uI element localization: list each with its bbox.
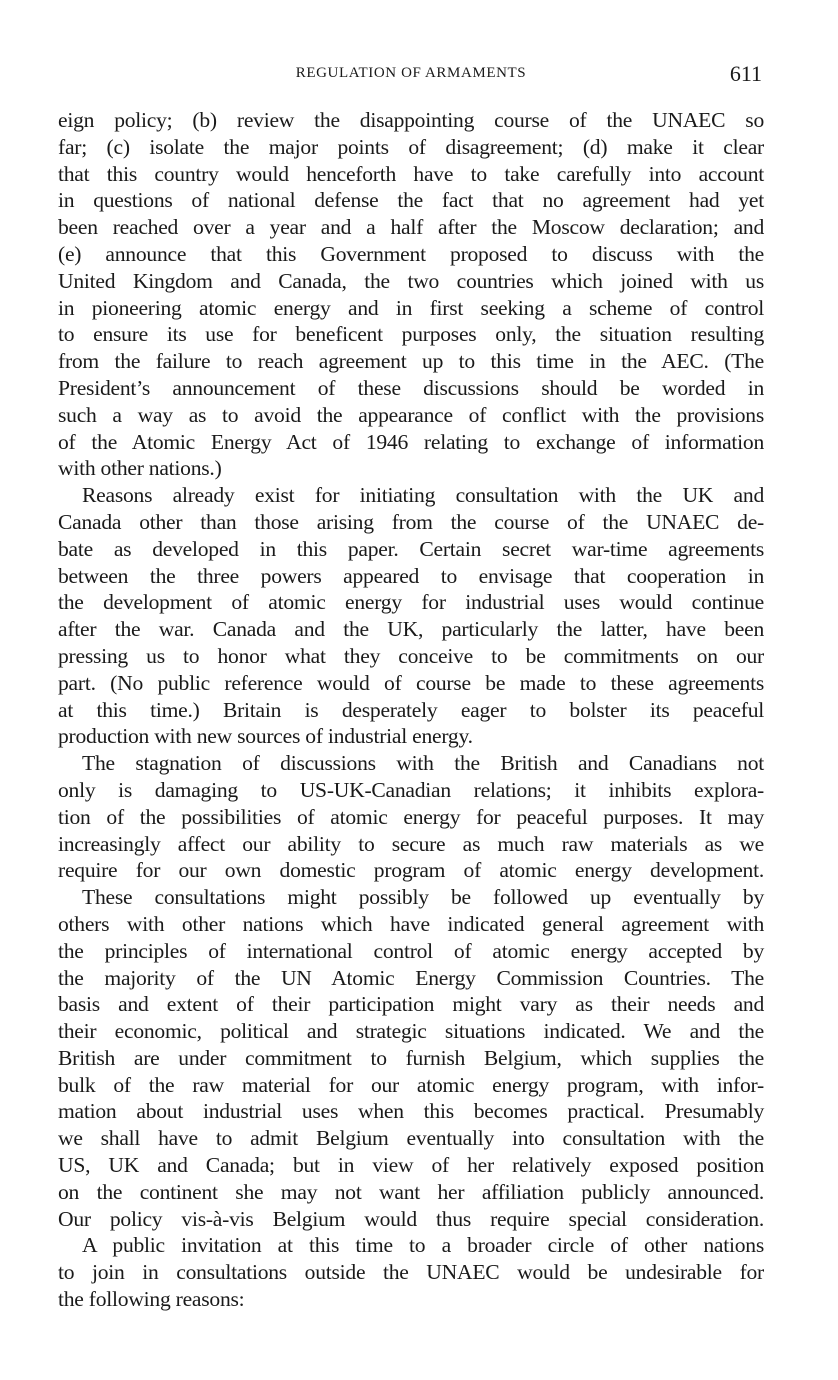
text-line: after the war. Canada and the UK, particularly the latter, have been	[58, 617, 764, 642]
text-line: we shall have to admit Belgium eventually into consultation with the	[58, 1126, 764, 1151]
running-title: REGULATION OF ARMAMENTS	[295, 65, 527, 81]
text-line: bate as developed in this paper. Certain secret war-time agreements	[58, 536, 764, 561]
text-line: only is damaging to US-UK-Canadian relations; it inhibits explora-	[58, 777, 764, 802]
text-line: with other nations.)	[58, 456, 222, 481]
text-line: Reasons already exist for initiating consultation with the UK and	[82, 483, 764, 508]
text-line: basis and extent of their participation might vary as their needs and	[58, 992, 764, 1017]
paragraph-2	[58, 482, 764, 750]
text-line: to ensure its use for beneficent purposes only, the situation resulting	[58, 322, 764, 347]
text-line: tion of the possibilities of atomic energy for peaceful purposes. It may	[58, 804, 764, 829]
text-line: on the continent she may not want her affiliation publicly announced.	[58, 1179, 764, 1204]
text-line: United Kingdom and Canada, the two countries which joined with us	[58, 268, 764, 293]
text-line: between the three powers appeared to envisage that cooperation in	[58, 563, 764, 588]
text-line: pressing us to honor what they conceive to be commitments on our	[58, 643, 764, 668]
text-line: These consultations might possibly be followed up eventually by	[82, 885, 764, 910]
text-line: such a way as to avoid the appearance of conflict with the provisions	[58, 402, 764, 427]
paragraph-3	[58, 750, 764, 884]
text-line: (e) announce that this Government proposed to discuss with the	[58, 241, 764, 266]
text-line: part. (No public reference would of course be made to these agreements	[58, 670, 764, 695]
text-line: the following reasons:	[58, 1287, 245, 1312]
text-line: been reached over a year and a half after the Moscow declaration; and	[58, 215, 764, 240]
text-line: mation about industrial uses when this becomes practical. Presumably	[58, 1099, 764, 1124]
text-line: increasingly affect our ability to secure as much raw materials as we	[58, 831, 764, 856]
text-line: Canada other than those arising from the course of the UNAEC de-	[58, 509, 764, 534]
text-line: the development of atomic energy for industrial uses would continue	[58, 590, 764, 615]
text-line: in pioneering atomic energy and in first seeking a scheme of control	[58, 295, 764, 320]
text-line: the majority of the UN Atomic Energy Commission Countries. The	[58, 965, 764, 990]
text-line: far; (c) isolate the major points of disagreement; (d) make it clear	[58, 134, 764, 159]
text-line: A public invitation at this time to a broader circle of other nations	[82, 1233, 764, 1258]
page-number: 611	[729, 61, 762, 86]
body-text	[58, 107, 764, 1313]
text-line: British are under commitment to furnish Belgium, which supplies the	[58, 1045, 764, 1070]
running-head	[58, 62, 764, 86]
text-line: to join in consultations outside the UNAEC would be undesirable for	[58, 1260, 764, 1285]
text-line: that this country would henceforth have to take carefully into account	[58, 161, 764, 186]
text-line: Our policy vis-à-vis Belgium would thus require special consideration.	[58, 1206, 764, 1231]
text-line: production with new sources of industrial energy.	[58, 724, 473, 749]
text-line: require for our own domestic program of atomic energy development.	[58, 858, 764, 883]
text-line: eign policy; (b) review the disappointing course of the UNAEC so	[58, 108, 764, 132]
text-line: the principles of international control of atomic energy accepted by	[58, 938, 764, 963]
paragraph-1	[58, 107, 764, 482]
paragraph-4	[58, 884, 764, 1232]
text-line: their economic, political and strategic situations indicated. We and the	[58, 1019, 764, 1044]
text-line: US, UK and Canada; but in view of her relatively exposed position	[58, 1153, 764, 1178]
text-line: from the failure to reach agreement up to this time in the AEC. (The	[58, 349, 764, 374]
text-line: others with other nations which have indicated general agreement with	[58, 911, 764, 936]
text-line: at this time.) Britain is desperately eager to bolster its peaceful	[58, 697, 764, 722]
text-line: in questions of national defense the fact that no agreement had yet	[58, 188, 764, 213]
text-line: The stagnation of discussions with the British and Canadians not	[82, 751, 764, 776]
text-line: bulk of the raw material for our atomic energy program, with infor-	[58, 1072, 764, 1097]
text-line: of the Atomic Energy Act of 1946 relating to exchange of information	[58, 429, 764, 454]
text-line: President’s announcement of these discussions should be worded in	[58, 375, 764, 400]
paragraph-5	[58, 1232, 764, 1312]
